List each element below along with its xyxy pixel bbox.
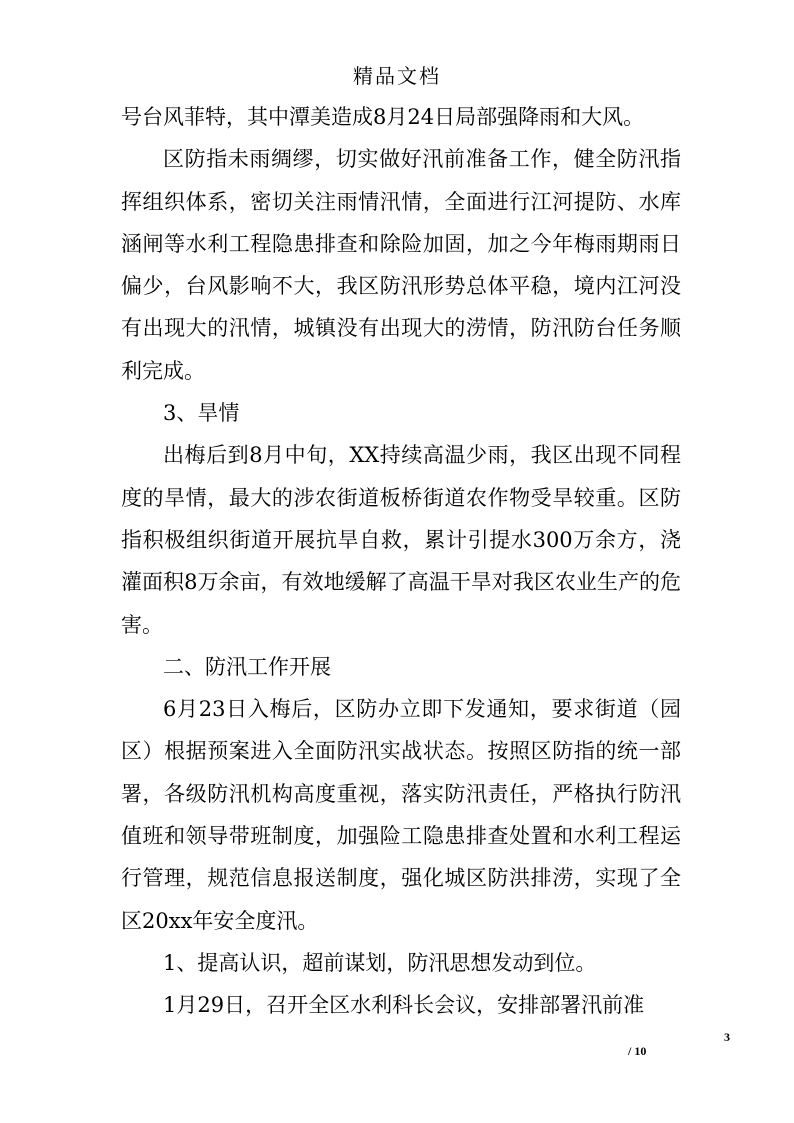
section-heading-flood-work: 二、防汛工作开展 bbox=[163, 654, 331, 679]
paragraph-flood-preparation: 区防指未雨绸缪，切实做好汛前准备工作，健全防汛指挥组织体系，密切关注雨情汛情，全面进行江河提防、水库涵闸等水利工程隐患排查和除险加固，加之今年梅雨期雨日偏少，台风影响不大，我区防汛形势总体平稳，境内江河没有出现大的汛情，城镇没有出现大的涝情，防汛防台任务顺利完成。 bbox=[121, 147, 681, 383]
paragraph-drought: 出梅后到8月中旬，XX持续高温少雨，我区出现不同程度的旱情，最大的涉农街道板桥街道农作物受旱较重。区防指积极组织街道开展抗旱自救，累计引提水300万余方，浇灌面积8万余亩，有效地缓解了高温干旱对我区农业生产的危害。 bbox=[121, 443, 681, 637]
paragraph-typhoon-continuation: 号台风菲特，其中潭美造成8月24日局部强降雨和大风。 bbox=[121, 105, 645, 129]
paragraph-flood-work: 6月23日入梅后，区防办立即下发通知，要求街道（园区）根据预案进入全面防汛实战状态。按照区防指的统一部署，各级防汛机构高度重视，落实防汛责任，严格执行防汛值班和领导带班制度，加强险工隐患排查处置和水利工程运行管理，规范信息报送制度，强化城区防洪排涝，实现了全区20xx年安全度汛。 bbox=[121, 697, 681, 933]
subsection-heading-awareness: 1、提高认识，超前谋划，防汛思想发动到位。 bbox=[163, 950, 597, 975]
page-total: / 10 bbox=[628, 1044, 647, 1058]
document-body bbox=[121, 96, 681, 1027]
paragraph-meeting: 1月29日，召开全区水利科长会议，安排部署汛前准 bbox=[163, 993, 645, 1018]
document-header-title: 精品文档 bbox=[353, 64, 441, 88]
page-number: 3 bbox=[724, 1030, 730, 1044]
section-heading-drought: 3、旱情 bbox=[163, 401, 240, 426]
